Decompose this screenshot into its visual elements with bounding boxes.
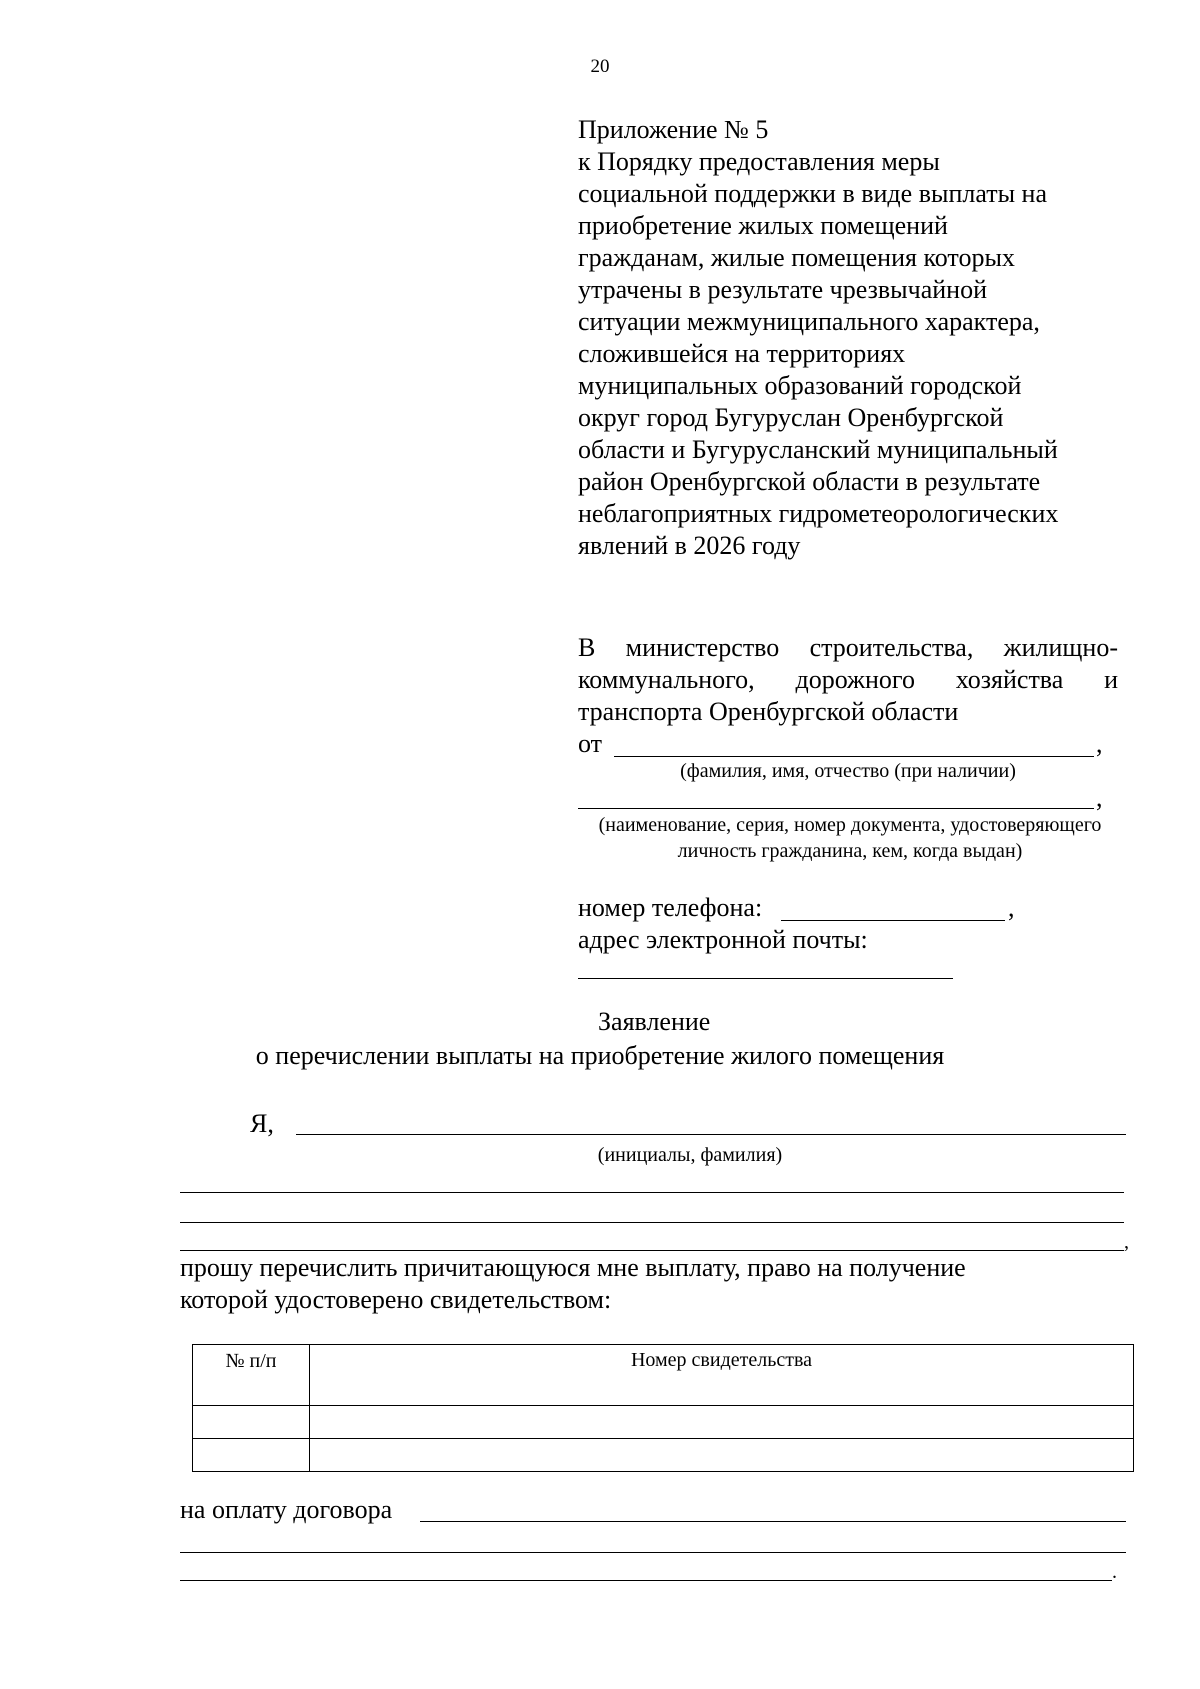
appendix-line: области и Бугурусланский муниципальный — [578, 435, 1058, 464]
table-cell[interactable] — [193, 1439, 310, 1472]
word: министерство — [625, 633, 780, 662]
col-certificate-header: Номер свидетельства — [310, 1345, 1134, 1406]
phone-label: номер телефона: — [578, 893, 763, 922]
i-label: Я, — [250, 1109, 274, 1138]
table-cell[interactable] — [310, 1406, 1134, 1439]
word: жилищно- — [1003, 633, 1118, 662]
request-line-1: прошу перечислить причитающуюся мне выплату, право на получение — [180, 1253, 966, 1282]
contract-period: . — [1112, 1561, 1117, 1583]
contract-details-line[interactable] — [180, 1580, 1112, 1581]
applicant-details-line[interactable] — [180, 1222, 1124, 1223]
email-field[interactable] — [578, 978, 953, 979]
contract-label: на оплату договора — [180, 1495, 393, 1524]
document-comma: , — [1096, 783, 1103, 812]
addressee-line-1 — [578, 632, 1118, 664]
appendix-line: приобретение жилых помещений — [578, 211, 948, 240]
contract-field[interactable] — [420, 1521, 1126, 1522]
word: и — [1104, 665, 1118, 694]
certificate-table — [192, 1344, 1134, 1472]
word: хозяйства — [955, 665, 1064, 694]
appendix-line: муниципальных образований городской — [578, 371, 1022, 400]
appendix-line: ситуации межмуниципального характера, — [578, 307, 1040, 336]
name-caption: (инициалы, фамилия) — [597, 1144, 783, 1166]
col-number-header: № п/п — [193, 1345, 310, 1406]
appendix-header — [578, 114, 1118, 562]
id-document-field[interactable] — [578, 808, 1094, 809]
phone-field[interactable] — [781, 920, 1005, 921]
page-number: 20 — [590, 56, 610, 77]
applicant-details-line[interactable] — [180, 1250, 1124, 1251]
appendix-line: округ город Бугуруслан Оренбургской — [578, 403, 1004, 432]
from-comma: , — [1096, 729, 1103, 758]
appendix-line: явлений в 2026 году — [578, 531, 801, 560]
email-label: адрес электронной почты: — [578, 925, 868, 954]
addressee-line-3: транспорта Оренбургской области — [578, 697, 959, 726]
statement-title: Заявление — [598, 1007, 711, 1036]
word: дорожного — [795, 665, 915, 694]
appendix-line: сложившейся на территориях — [578, 339, 906, 368]
details-comma: , — [1124, 1231, 1129, 1253]
word: строительства, — [809, 633, 974, 662]
applicant-details-line[interactable] — [180, 1192, 1124, 1193]
applicant-name-field[interactable] — [296, 1134, 1126, 1135]
table-cell[interactable] — [193, 1406, 310, 1439]
contract-details-line[interactable] — [180, 1552, 1126, 1553]
statement-subtitle: о перечислении выплаты на приобретение жилого помещения — [255, 1041, 945, 1070]
table-cell[interactable] — [310, 1439, 1134, 1472]
request-line-2: которой удостоверено свидетельством: — [180, 1285, 612, 1314]
from-label: от — [578, 729, 603, 758]
word: коммунального, — [578, 665, 755, 694]
table-row — [193, 1439, 1134, 1472]
appendix-line: район Оренбургской области в результате — [578, 467, 1041, 496]
table-row — [193, 1406, 1134, 1439]
phone-comma: , — [1008, 893, 1015, 922]
appendix-line: гражданам, жилые помещения которых — [578, 243, 1015, 272]
addressee-line-2 — [578, 664, 1118, 696]
addressee-block — [578, 632, 1118, 728]
appendix-line: к Порядку предоставления меры — [578, 147, 940, 176]
document-caption: (наименование, серия, номер документа, удостоверяющего личность гражданина, кем, когда выдан) — [598, 814, 1102, 862]
appendix-line: социальной поддержки в виде выплаты на — [578, 179, 1047, 208]
word: В — [578, 633, 596, 662]
table-header-row — [193, 1345, 1134, 1406]
from-name-field[interactable] — [614, 756, 1094, 757]
from-caption: (фамилия, имя, отчество (при наличии) — [680, 760, 1016, 782]
appendix-line: утрачены в результате чрезвычайной — [578, 275, 987, 304]
appendix-line: неблагоприятных гидрометеорологических — [578, 499, 1059, 528]
appendix-line: Приложение № 5 — [578, 115, 769, 144]
